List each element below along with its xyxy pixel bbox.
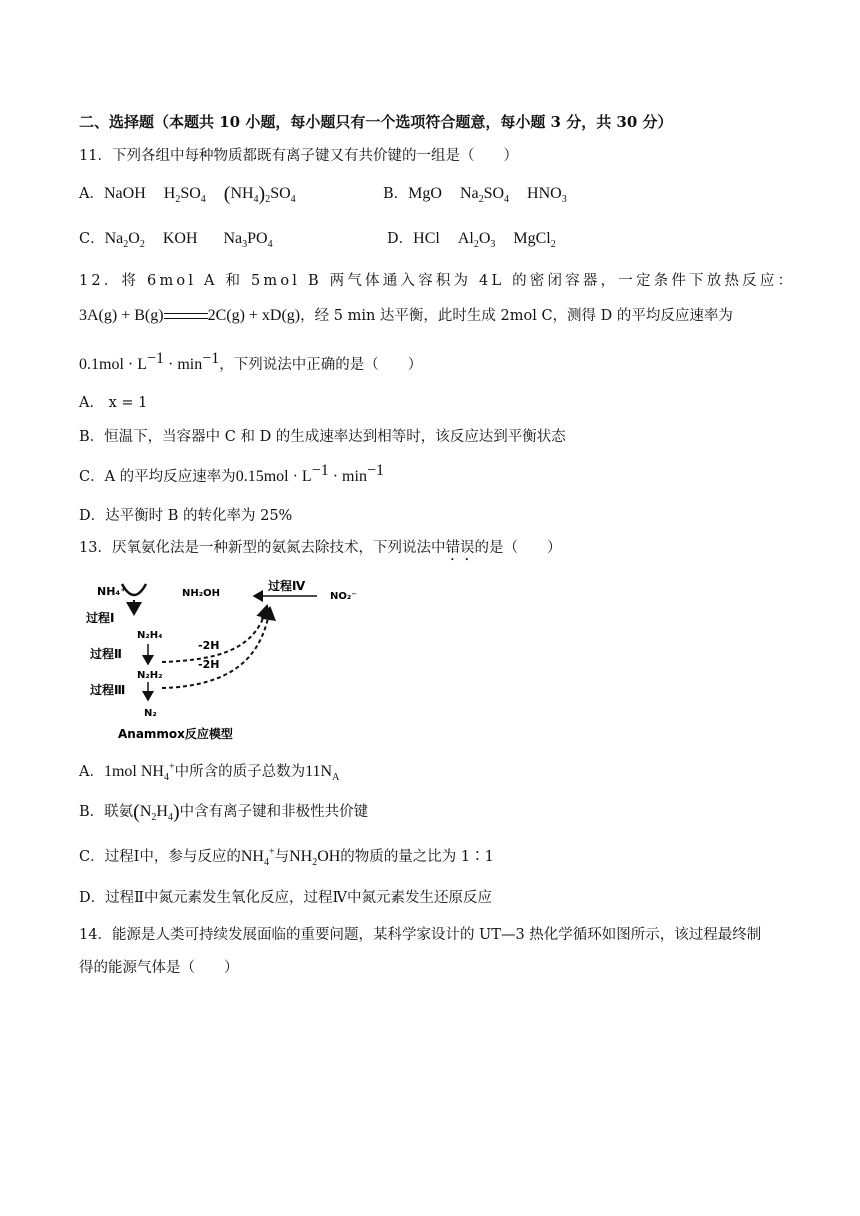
q11-option-c[interactable]: C．$Na_2O_2$ KOH $Na_3PO_4$ [79, 230, 273, 251]
q12-option-d[interactable]: D．达平衡时 B 的转化率为 25% [79, 508, 293, 524]
q11-option-b[interactable]: B．MgO $Na_2SO_4$ $HNO_3$ [383, 185, 567, 206]
emphasis-word: 错误 [445, 540, 475, 556]
q11-stem: 11．下列各组中每种物质都既有离子键又有共价键的一组是（ ） [79, 148, 518, 164]
q12-option-a[interactable]: A． x = 1 [79, 395, 148, 411]
q12-stem-line3: $0.1mol \cdot L^{-1} \cdot \min^{-1}$，下列说法中正确的是（ ） [79, 350, 423, 373]
q14-stem-line1: 14．能源是人类可持续发展面临的重要问题，某科学家设计的 UT—3 热化学循环如图所示，该过程最终制 [79, 927, 762, 943]
q13-option-b[interactable]: B．联氨$(N_2H_4)$中含有离子键和非极性共价键 [79, 801, 369, 824]
q12-stem-line1: 12．将 6mol A 和 5mol B 两气体通入容积为 4L 的密闭容器，一定条件下放热反应： [79, 273, 796, 289]
anammox-diagram [82, 578, 362, 748]
n2h4-label: N₂H₄ [137, 630, 163, 641]
q13-option-a[interactable]: A．1mol $NH_4^+$中所含的质子总数为$11N_A$ [79, 761, 340, 784]
q12-stem-line2: 3A(g) + B(g) 2C(g) + xD(g)，经 5 min 达平衡，此时生成 2mol C，测得 D 的平均反应速率为 [79, 307, 733, 324]
q12-option-b[interactable]: B．恒温下，当容器中 C 和 D 的生成速率达到相等时，该反应达到平衡状态 [79, 429, 566, 445]
q14-stem-line2: 得的能源气体是（ ） [79, 960, 239, 976]
q13-stem: 13．厌氧氨化法是一种新型的氨氮去除技术，下列说法中错误的是（ ） [79, 540, 562, 556]
n2-label: N₂ [144, 708, 157, 719]
equilibrium-arrow-icon [164, 309, 208, 323]
q11-option-d[interactable]: D．HCl $Al_2O_3$ MgCl$_2$ [387, 230, 556, 251]
process4-label: 过程Ⅳ [268, 579, 306, 593]
q12-option-c[interactable]: C．A 的平均反应速率为$0.15mol \cdot L^{-1} \cdot \min^{-1}$ [79, 462, 384, 485]
nh4-label: NH₄⁺ [97, 585, 127, 598]
process1-label: 过程Ⅰ [86, 611, 115, 625]
section-title: 二、选择题（本题共 10 小题，每小题只有一个选项符合题意，每小题 3 分，共 30 分） [79, 113, 673, 131]
q11-option-a[interactable]: A．NaOH $H_2SO_4$ $(NH_4)_2SO_4$ [79, 183, 296, 206]
nh2oh-label: NH₂OH [182, 588, 220, 599]
diagram-caption: Anammox反应模型 [118, 727, 233, 741]
q13-option-d[interactable]: D．过程Ⅱ中氮元素发生氧化反应，过程Ⅳ中氮元素发生还原反应 [79, 890, 492, 906]
process3-label: 过程Ⅲ [90, 683, 126, 697]
n2h2-label: N₂H₂ [137, 670, 163, 681]
minus-2h-label: -2H [198, 639, 220, 652]
process2-label: 过程Ⅱ [90, 647, 122, 661]
no2-label: NO₂⁻ [330, 591, 357, 602]
minus-2h-label: -2H [198, 658, 220, 671]
q13-option-c[interactable]: C．过程Ⅰ中，参与反应的$NH_4^+$与$NH_2OH$的物质的量之比为 1∶1 [79, 846, 494, 869]
